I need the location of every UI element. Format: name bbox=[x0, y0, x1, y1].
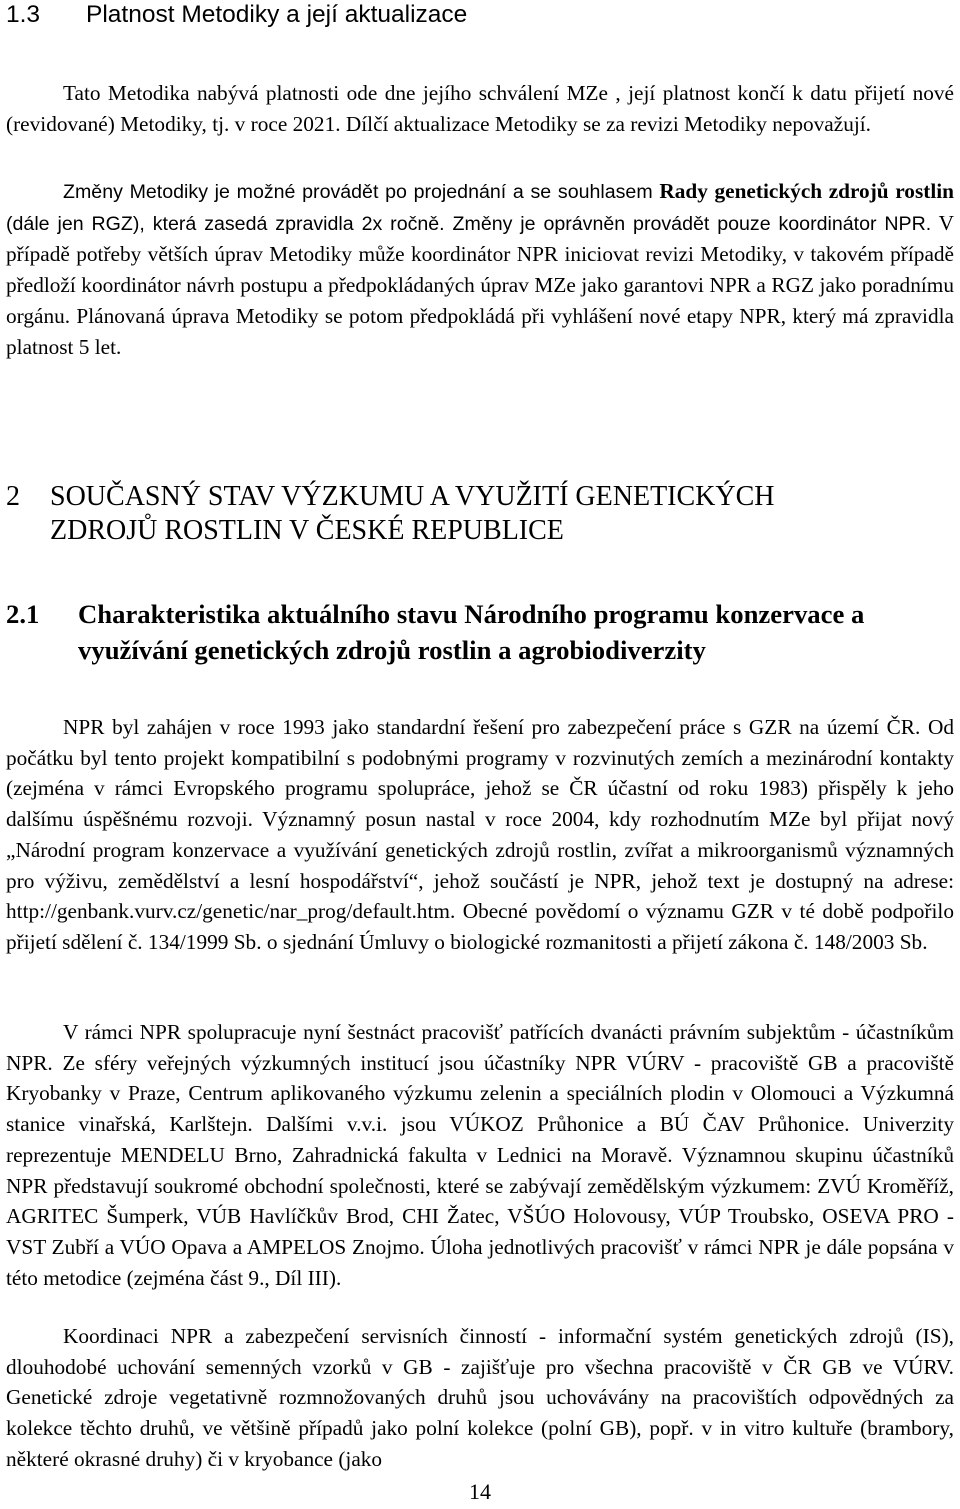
paragraph-text: (dále jen RGZ), která zasedá zpravidla 2x ročně. Změny je oprávněn provádět pouze koordinátor NPR. bbox=[6, 212, 932, 235]
section-number: 2.1 bbox=[6, 599, 40, 629]
section-title: Platnost Metodiky a její aktualizace bbox=[86, 1, 468, 28]
section-2-1-heading bbox=[6, 596, 954, 668]
chapter-2-heading bbox=[6, 480, 954, 548]
section-title-line2: využívání genetických zdrojů rostlin a agrobiodiverzity bbox=[78, 635, 706, 665]
section-number: 1.3 bbox=[6, 1, 41, 28]
paragraph-text: V rámci NPR spolupracuje nyní šestnáct pracovišť patřících dvanácti právním subjektům - účastníkům NPR. Ze sféry veřejných výzkumných institucí jsou účastníky NPR VÚRV - pracoviště GB a pracoviště Kryobanky v Praze, Centrum aplikovaného výzkumu zelenin a speciálních plodin v Olomouci a Výzkumná stanice vinařská, Karlštejn. Dalšími v.v.i. jsou VÚKOZ Průhonice a BÚ ČAV Průhonice. Univerzity reprezentuje MENDELU Brno, Zahradnická fakulta v Lednici na Moravě. Významnou skupinu účastníků NPR představují soukromé obchodní společnosti, které se zabývají zemědělským výzkumem: ZVÚ Kroměříž, AGRITEC Šumperk, VÚB Havlíčkův Brod, CHI Žatec, VŠÚO Holovousy, VÚP Troubsko, OSEVA PRO - VST Zubří a VÚO Opava a AMPELOS Znojmo. Úloha jednotlivých pracovišť v rámci NPR je dále popsána v této metodice (zejména část 9., Díl III). bbox=[6, 1020, 954, 1290]
paragraph bbox=[6, 1017, 954, 1293]
page-number: 14 bbox=[469, 1479, 491, 1504]
chapter-title-line1: SOUČASNÝ STAV VÝZKUMU A VYUŽITÍ GENETICKÝCH bbox=[50, 481, 775, 512]
paragraph-text: V případě potřeby větších úprav Metodiky může koordinátor NPR iniciovat revizi Metodiky, v takovém případě předloží koordinátor návrh postupu a předpokládaných úprav MZe jako garantovi NPR a RGZ jako poradnímu orgánu. Plánovaná úprava Metodiky se potom předpokládá při vyhlášení nové etapy NPR, který má zpravidla platnost 5 let. bbox=[6, 210, 954, 359]
paragraph bbox=[6, 176, 954, 362]
bold-text: Rady genetických zdrojů rostlin bbox=[659, 179, 954, 203]
paragraph-text: Tato Metodika nabývá platnosti ode dne jejího schválení MZe , její platnost končí k datu přijetí nové (revidované) Metodiky, tj. v roce 2021. Dílčí aktualizace Metodiky se za revizi Metodiky nepovažují. bbox=[6, 81, 954, 136]
paragraph bbox=[6, 78, 954, 139]
paragraph-text: Změny Metodiky je možné provádět po projednání a se souhlasem bbox=[63, 181, 660, 203]
section-1-3-heading bbox=[6, 0, 954, 30]
paragraph bbox=[6, 712, 954, 958]
paragraph-text: NPR byl zahájen v roce 1993 jako standardní řešení pro zabezpečení práce s GZR na území ČR. Od počátku byl tento projekt kompatibilní s podobnými programy v rozvinutých zemích a mezinárodní kontakty (zejména v rámci Evropského programu spolupráce, jehož se ČR účastní od roku 1983) přispěly k jeho dalšímu úspěšnému rozvoji. Významný posun nastal v roce 2004, kdy rozhodnutím MZe byl přijat nový „Národní program konzervace a využívání genetických zdrojů rostlin, zvířat a mikroorganismů významných pro výživu, zemědělství a lesní hospodářství“, jehož součástí je NPR, jehož text je dostupný na adrese: http://genbank.vurv.cz/genetic/nar_prog/default.htm. Obecné povědomí o významu GZR v té době podpořilo přijetí sdělení č. 134/1999 Sb. o sjednání Úmluvy o biologické rozmanitosti a přijetí zákona č. 148/2003 Sb. bbox=[6, 715, 954, 954]
paragraph bbox=[6, 1321, 954, 1475]
chapter-number: 2 bbox=[6, 481, 20, 512]
paragraph-text: Koordinaci NPR a zabezpečení servisních činností - informační systém genetických zdrojů (IS), dlouhodobé uchování semenných vzorků v GB - zajišťuje pro všechna pracoviště v ČR GB ve VÚRV. Genetické zdroje vegetativně rozmnožovaných druhů jsou uchovávány na pracovištích odpovědných za kolekce těchto druhů, ve většině případů jako polní kolekce (polní GB), popř. v in vitro kultuře (brambory, některé okrasné druhy) či v kryobance (jako bbox=[6, 1324, 954, 1471]
chapter-title-line2: ZDROJŮ ROSTLIN V ČESKÉ REPUBLICE bbox=[50, 515, 564, 546]
section-title-line1: Charakteristika aktuálního stavu Národního programu konzervace a bbox=[78, 599, 865, 629]
